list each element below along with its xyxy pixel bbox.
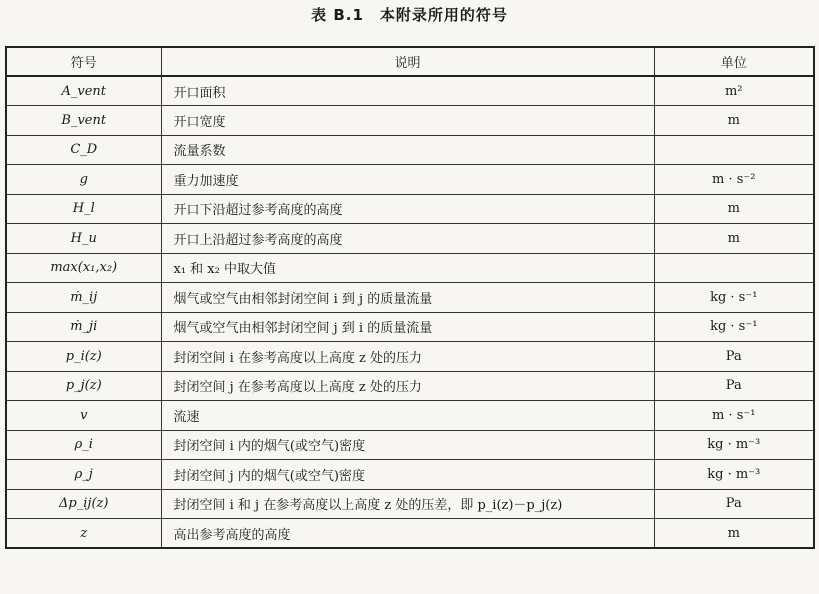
symbol-cell: ṁ_ji [6,312,161,342]
table-row [6,76,814,106]
symbol-cell: g [6,165,161,195]
unit-cell: kg · m⁻³ [654,460,814,490]
unit-cell: Pa [654,342,814,372]
table-row [6,371,814,401]
table-row [6,401,814,431]
description-cell: 高出参考高度的高度 [161,519,654,549]
description-cell: x₁ 和 x₂ 中取大值 [161,253,654,283]
description-cell: 烟气或空气由相邻封闭空间 j 到 i 的质量流量 [161,312,654,342]
description-cell: 开口上沿超过参考高度的高度 [161,224,654,254]
table-row [6,283,814,313]
symbol-cell: p_j(z) [6,371,161,401]
description-cell: 烟气或空气由相邻封闭空间 i 到 j 的质量流量 [161,283,654,313]
symbol-cell: ṁ_ij [6,283,161,313]
symbol-cell: B_vent [6,106,161,136]
table-row [6,430,814,460]
unit-cell: kg · m⁻³ [654,430,814,460]
symbol-cell: max(x₁,x₂) [6,253,161,283]
unit-cell: m [654,224,814,254]
unit-cell: m [654,519,814,549]
table-row [6,165,814,195]
table-row [6,312,814,342]
table-row [6,342,814,372]
symbol-cell: C_D [6,135,161,165]
unit-cell: m² [654,76,814,106]
table-body [6,76,814,548]
unit-cell: Pa [654,371,814,401]
table-row [6,519,814,549]
unit-cell [654,253,814,283]
table-row [6,194,814,224]
description-cell: 封闭空间 i 内的烟气(或空气)密度 [161,430,654,460]
symbols-table [5,46,815,549]
table-row [6,135,814,165]
description-cell: 开口下沿超过参考高度的高度 [161,194,654,224]
description-cell: 开口面积 [161,76,654,106]
description-cell: 开口宽度 [161,106,654,136]
description-cell: 封闭空间 i 和 j 在参考高度以上高度 z 处的压差，即 p_i(z)－p_j(z) [161,489,654,519]
description-cell: 重力加速度 [161,165,654,195]
unit-cell: m [654,106,814,136]
table-row [6,489,814,519]
symbol-cell: ρ_j [6,460,161,490]
unit-cell: Pa [654,489,814,519]
description-cell: 封闭空间 j 内的烟气(或空气)密度 [161,460,654,490]
unit-cell: kg · s⁻¹ [654,283,814,313]
table-row [6,460,814,490]
header-unit: 单位 [654,47,814,76]
symbol-cell: ρ_i [6,430,161,460]
header-row [6,47,814,76]
unit-cell: m [654,194,814,224]
header-symbol: 符号 [6,47,161,76]
symbol-cell: H_l [6,194,161,224]
symbol-cell: z [6,519,161,549]
symbol-cell: H_u [6,224,161,254]
table-header [6,47,814,76]
unit-cell [654,135,814,165]
symbol-cell: v [6,401,161,431]
description-cell: 流量系数 [161,135,654,165]
description-cell: 封闭空间 j 在参考高度以上高度 z 处的压力 [161,371,654,401]
table-caption: 表 B.1 本附录所用的符号 [311,6,508,24]
description-cell: 流速 [161,401,654,431]
unit-cell: m · s⁻¹ [654,401,814,431]
unit-cell: kg · s⁻¹ [654,312,814,342]
table-row [6,106,814,136]
table-row [6,253,814,283]
header-description: 说明 [161,47,654,76]
symbol-cell: Δp_ij(z) [6,489,161,519]
symbol-cell: A_vent [6,76,161,106]
unit-cell: m · s⁻² [654,165,814,195]
symbol-cell: p_i(z) [6,342,161,372]
description-cell: 封闭空间 i 在参考高度以上高度 z 处的压力 [161,342,654,372]
table-row [6,224,814,254]
